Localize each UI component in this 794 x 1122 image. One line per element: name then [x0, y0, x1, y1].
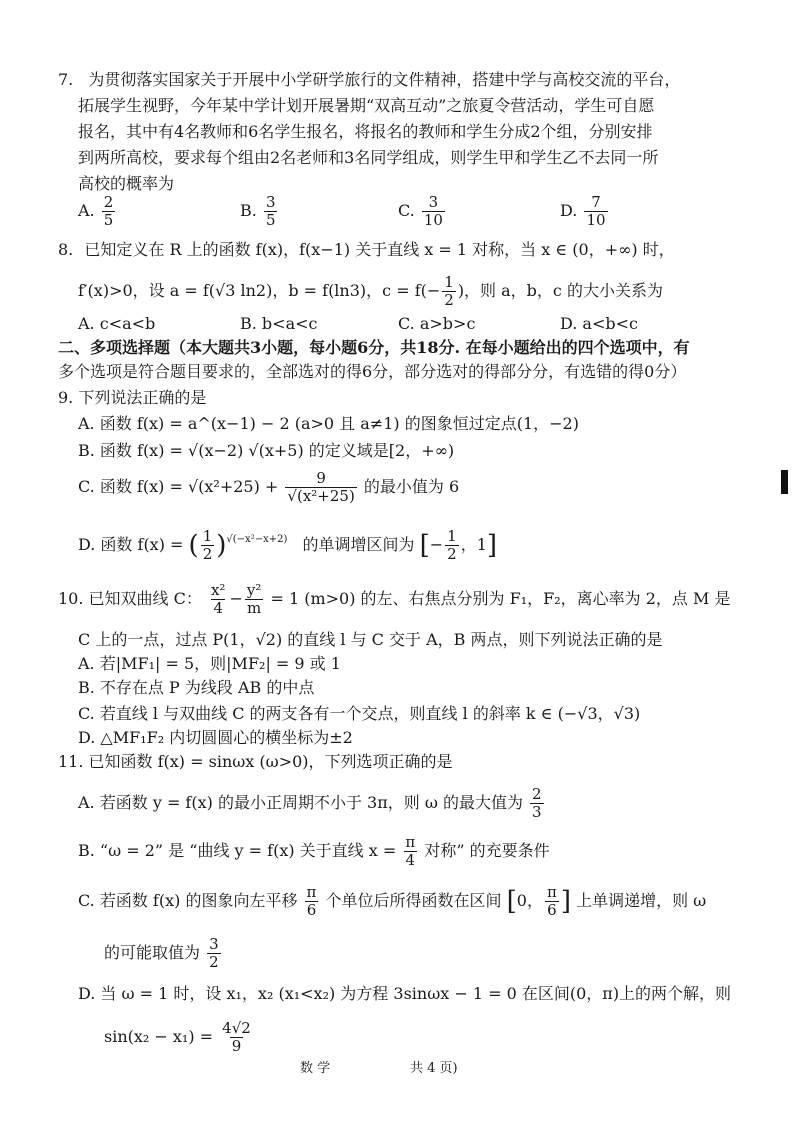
section-2-heading: 二、多项选择题（本大题共3小题，每小题6分，共18分. 在每小题给出的四个选项中，有	[58, 338, 690, 357]
q11-option-c-line-2: 的可能取值为 $\frac{3}{2}$	[104, 935, 219, 971]
q10-line-2: C 上的一点，过点 P(1，√2) 的直线 l 与 C 交于 A，B 两点，则下列说法正确的是	[78, 630, 663, 649]
q10-line-1: 10. 已知双曲线 C： $\frac{\text{x²}}{4}$ − $\frac{\text{y²}}{m}$ = 1 (m>0) 的左、右焦点分别为 F₁，F₂，离心率为 2，点 M 是	[58, 581, 731, 617]
q9-option-d: D. 函数 f(x) = ( $\frac{1}{2}$ )$^{√(-x^2-x+2)}$ 的单调增区间为 [− $\frac{1}{2}$ ，1]	[78, 527, 498, 563]
q8-option-a: A. c<a<b	[78, 314, 156, 333]
q7-number: 7.	[58, 70, 74, 89]
footer-page-count: 共 4 页)	[410, 1061, 458, 1076]
q10-option-c: C. 若直线 l 与双曲线 C 的两支各有一个交点，则直线 l 的斜率 k ∈ (−√3，√3)	[78, 704, 641, 723]
q8-option-b: B. b<a<c	[240, 314, 318, 333]
q7-line-2: 拓展学生视野，今年某中学计划开展暑期“双高互动”之旅夏令营活动，学生可自愿	[78, 96, 655, 115]
q11-stem: 11. 已知函数 f(x) = sinωx (ω>0)，下列选项正确的是	[58, 752, 453, 771]
q7-option-d: D. $\frac{7}{10}$	[560, 193, 606, 229]
q11-option-a: A. 若函数 y = f(x) 的最小正周期不小于 3π，则 ω 的最大值为 $\frac{2}{3}$	[78, 785, 542, 821]
q8-line-1: 8. 已知定义在 R 上的函数 f(x)，f(x−1) 关于直线 x = 1 对称，当 x ∈ (0，+∞) 时，	[58, 240, 675, 259]
q10-option-d: D. △MF₁F₂ 内切圆圆心的横坐标为±2	[78, 728, 353, 747]
q11-option-c: C. 若函数 f(x) 的图象向左平移 $\frac{\pi}{6}$ 个单位后所得函数在区间 [0， $\frac{\pi}{6}$ ] 上单调递增，则 ω	[78, 883, 707, 919]
q11-option-d-line-2: sin(x₂ − x₁) = $\frac{4√2}{9}$	[104, 1019, 251, 1055]
q8-option-c: C. a>b>c	[398, 314, 476, 333]
q11-option-d: D. 当 ω = 1 时，设 x₁，x₂ (x₁<x₂) 为方程 3sinωx − 1 = 0 在区间(0，π)上的两个解，则	[78, 984, 732, 1003]
q7-option-c: C. $\frac{3}{10}$	[398, 193, 443, 229]
q9-option-b: B. 函数 f(x) = √(x−2) √(x+5) 的定义域是[2，+∞)	[78, 441, 455, 460]
q10-option-a: A. 若|MF₁| = 5，则|MF₂| = 9 或 1	[78, 654, 341, 673]
q7-option-b: B. $\frac{3}{5}$	[240, 193, 276, 229]
q11-option-b: B. “ω = 2” 是 “曲线 y = f(x) 关于直线 x = $\frac{\pi}{4}$ 对称” 的充要条件	[78, 833, 550, 869]
q8-option-d: D. a<b<c	[560, 314, 638, 333]
q7-option-a: A. $\frac{2}{5}$	[78, 193, 114, 229]
q8-line-2: f′(x)>0，设 a = f(√3 ln2)，b = f(ln3)，c = f(− $\frac{1}{2}$ )，则 a，b，c 的大小关系为	[78, 273, 663, 309]
q7-line-5: 高校的概率为	[78, 174, 175, 193]
q9-option-c: C. 函数 f(x) = √(x²+25) + $\frac{9}{\text{√(x²+25)}}$ 的最小值为 6	[78, 469, 460, 505]
scan-edge-mark	[781, 470, 788, 494]
q10-option-b: B. 不存在点 P 为线段 AB 的中点	[78, 678, 315, 697]
section-2-heading-line-2: 多个选项是符合题目要求的，全部选对的得6分，部分选对的得部分分，有选错的得0分）	[58, 362, 687, 381]
q9-option-a: A. 函数 f(x) = a^(x−1) − 2 (a>0 且 a≠1) 的图象恒过定点(1，−2)	[78, 414, 579, 433]
q9-stem: 9. 下列说法正确的是	[58, 388, 207, 407]
footer-subject: 数 学	[300, 1061, 331, 1076]
q7-line-3: 报名，其中有4名教师和6名学生报名，将报名的教师和学生分成2个组，分别安排	[78, 122, 653, 141]
q7-line-1: 7. 为贯彻落实国家关于开展中小学研学旅行的文件精神，搭建中学与高校交流的平台，	[58, 70, 681, 89]
q7-line-4: 到两所高校，要求每个组由2名老师和3名同学组成，则学生甲和学生乙不去同一所	[78, 148, 659, 167]
